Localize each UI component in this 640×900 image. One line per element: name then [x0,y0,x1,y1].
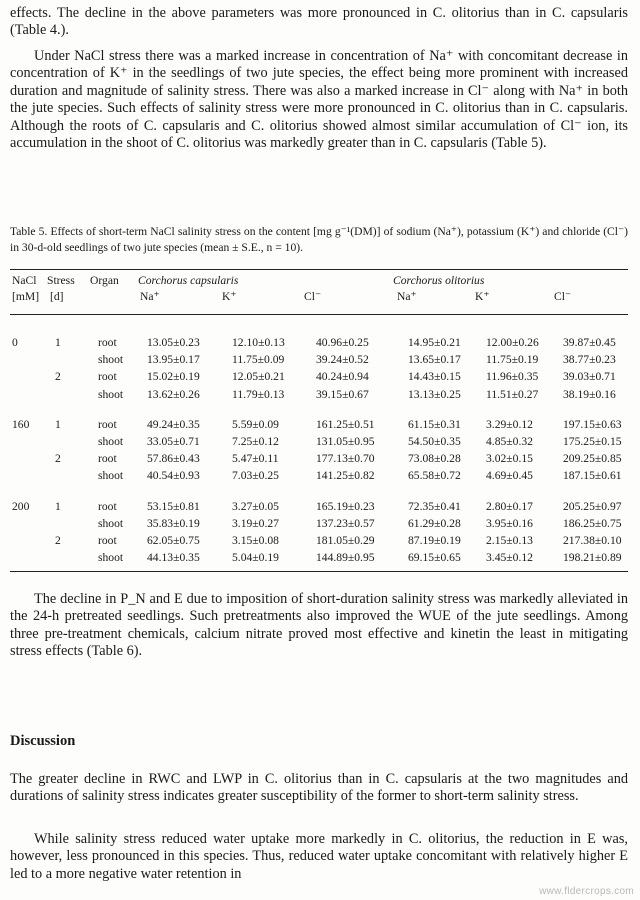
cell-stress: 2 [55,534,61,547]
paragraph-results-3: The decline in P_N and E due to imposition of short-duration salinity stress was markedly alleviated in the 24-h pretreated seedlings. Such pretreatments also improved the WUE of the jute seedlings. Among three pre-treatment chemicals, calcium nitrate proved most effective and kinetin the least in mitigating stress effects (Table 6). [10,591,628,660]
cell-olitorius-cl: 38.19±0.16 [563,387,616,401]
cell-olitorius-k: 3.29±0.12 [486,417,533,431]
cell-capsularis-k: 3.15±0.08 [232,534,279,547]
cell-olitorius-na: 14.95±0.21 [408,336,461,349]
cell-capsularis-k: 7.03±0.25 [232,469,279,483]
cell-capsularis-na: 33.05±0.71 [147,435,200,448]
cell-capsularis-cl: 39.24±0.52 [316,353,369,367]
cell-olitorius-na: 61.15±0.31 [408,417,461,431]
cell-olitorius-cl: 217.38±0.10 [563,534,622,547]
cell-olitorius-k: 11.96±0.35 [486,370,539,384]
cell-olitorius-k: 11.51±0.27 [486,387,539,401]
cell-capsularis-k: 12.05±0.21 [232,370,285,384]
cell-olitorius-cl: 186.25±0.75 [563,516,622,530]
cell-olitorius-cl: 175.25±0.15 [563,435,622,448]
cell-stress: 1 [55,499,61,513]
cell-olitorius-cl: 197.15±0.63 [563,417,622,431]
cell-capsularis-na: 35.83±0.19 [147,516,200,530]
cell-capsularis-na: 40.54±0.93 [147,469,200,483]
cell-olitorius-k: 2.80±0.17 [486,499,533,513]
cell-stress: 2 [55,370,61,384]
cell-olitorius-k: 12.00±0.26 [486,336,539,349]
header-na-olitorius: Na⁺ [397,290,417,303]
cell-capsularis-na: 53.15±0.81 [147,499,200,513]
cell-capsularis-na: 15.02±0.19 [147,370,200,384]
cell-organ: root [98,370,117,384]
header-cl-capsularis: Cl⁻ [304,290,322,303]
cell-olitorius-k: 3.02±0.15 [486,452,533,466]
cell-capsularis-cl: 144.89±0.95 [316,551,375,565]
cell-capsularis-cl: 161.25±0.51 [316,417,375,431]
cell-stress: 2 [55,452,61,466]
table-header-rule [10,314,628,315]
paragraph-discussion-1: The greater decline in RWC and LWP in C. olitorius than in C. capsularis at the two magnitudes and durations of salinity stress indicates greater susceptibility of the former to short-term salinity stress. [10,771,628,805]
cell-olitorius-na: 69.15±0.65 [408,551,461,565]
cell-olitorius-na: 65.58±0.72 [408,469,461,483]
header-k-olitorius: K⁺ [475,290,490,303]
cell-organ: root [98,534,117,547]
paragraph-results-1: effects. The decline in the above parameters was more pronounced in C. olitorius than in C. capsularis (Table 4.). [10,5,628,39]
data-table [10,269,628,572]
cell-nacl: 160 [12,417,30,431]
cell-olitorius-k: 4.69±0.45 [486,469,533,483]
cell-capsularis-na: 13.95±0.17 [147,353,200,367]
cell-capsularis-k: 3.19±0.27 [232,516,279,530]
cell-olitorius-cl: 209.25±0.85 [563,452,622,466]
cell-olitorius-na: 13.13±0.25 [408,387,461,401]
paragraph-results-2: Under NaCl stress there was a marked increase in concentration of Na⁺ with concomitant decrease in concentration of K⁺ in the seedlings of two jute species, the effect being more prominent with increased duration and magnitude of salinity stress. There was also a marked increase in Cl⁻ along with Na⁺ in both the jute species. Such effects of salinity stress were more pronounced in C. olitorius than in C. capsularis. Although the roots of C. capsularis and C. olitorius showed almost similar accumulation of Cl⁻ ion, its accumulation in the shoot of C. olitorius was markedly greater than in C. capsularis (Table 5). [10,48,628,152]
cell-olitorius-cl: 205.25±0.97 [563,499,622,513]
cell-capsularis-na: 49.24±0.35 [147,417,200,431]
cell-capsularis-cl: 137.23±0.57 [316,516,375,530]
cell-olitorius-na: 54.50±0.35 [408,435,461,448]
cell-olitorius-na: 13.65±0.17 [408,353,461,367]
cell-capsularis-k: 11.75±0.09 [232,353,285,367]
cell-capsularis-cl: 177.13±0.70 [316,452,375,466]
section-heading-discussion: Discussion [10,733,76,749]
cell-olitorius-na: 73.08±0.28 [408,452,461,466]
cell-organ: shoot [98,435,124,448]
cell-organ: shoot [98,516,124,530]
cell-stress: 1 [55,417,61,431]
cell-organ: shoot [98,469,124,483]
header-species-olitorius: Corchorus olitorius [393,274,485,287]
cell-capsularis-k: 5.59±0.09 [232,417,279,431]
cell-organ: root [98,452,117,466]
cell-capsularis-na: 13.05±0.23 [147,336,200,349]
cell-olitorius-na: 61.29±0.28 [408,516,461,530]
cell-capsularis-k: 12.10±0.13 [232,336,285,349]
cell-olitorius-k: 2.15±0.13 [486,534,533,547]
cell-olitorius-cl: 187.15±0.61 [563,469,622,483]
watermark-text: www.fldercrops.com [539,886,634,897]
cell-capsularis-k: 11.79±0.13 [232,387,285,401]
cell-organ: root [98,336,117,349]
cell-capsularis-k: 5.47±0.11 [232,452,279,466]
cell-olitorius-na: 87.19±0.19 [408,534,461,547]
cell-capsularis-cl: 141.25±0.82 [316,469,375,483]
cell-olitorius-cl: 198.21±0.89 [563,551,622,565]
cell-capsularis-na: 13.62±0.26 [147,387,200,401]
header-stress: Stress [47,274,75,287]
cell-capsularis-k: 3.27±0.05 [232,499,279,513]
cell-olitorius-na: 72.35±0.41 [408,499,461,513]
cell-organ: root [98,499,117,513]
cell-olitorius-na: 14.43±0.15 [408,370,461,384]
cell-olitorius-k: 11.75±0.19 [486,353,539,367]
header-k-capsularis: K⁺ [222,290,237,303]
cell-capsularis-cl: 40.96±0.25 [316,336,369,349]
cell-capsularis-cl: 181.05±0.29 [316,534,375,547]
cell-stress: 1 [55,336,61,349]
cell-capsularis-na: 44.13±0.35 [147,551,200,565]
cell-capsularis-cl: 165.19±0.23 [316,499,375,513]
cell-capsularis-k: 5.04±0.19 [232,551,279,565]
cell-nacl: 0 [12,336,18,349]
paragraph-discussion-2: While salinity stress reduced water uptake more markedly in C. olitorius, the reduction in E was, however, less pronounced in this species. Thus, reduced water uptake concomitant with relatively higher E led to a more negative water retention in [10,831,628,882]
cell-organ: shoot [98,551,124,565]
header-cl-olitorius: Cl⁻ [554,290,572,303]
header-species-capsularis: Corchorus capsularis [138,274,239,287]
cell-olitorius-k: 3.95±0.16 [486,516,533,530]
header-na-capsularis: Na⁺ [140,290,160,303]
cell-capsularis-cl: 39.15±0.67 [316,387,369,401]
cell-capsularis-cl: 40.24±0.94 [316,370,369,384]
cell-capsularis-na: 62.05±0.75 [147,534,200,547]
header-nacl: NaCl [12,274,37,287]
cell-nacl: 200 [12,499,30,513]
cell-olitorius-cl: 39.87±0.45 [563,336,616,349]
header-organ: Organ [90,274,119,287]
cell-olitorius-k: 3.45±0.12 [486,551,533,565]
cell-olitorius-cl: 38.77±0.23 [563,353,616,367]
header-nacl-unit: [mM] [12,290,40,303]
cell-organ: shoot [98,353,124,367]
cell-capsularis-k: 7.25±0.12 [232,435,279,448]
table-caption: Table 5. Effects of short-term NaCl salinity stress on the content [mg g⁻¹(DM)] of sodium (Na⁺), potassium (K⁺) and chloride (Cl⁻) in 30-d-old seedlings of two jute species (mean ± S.E., n = 10). [10,225,628,254]
cell-capsularis-cl: 131.05±0.95 [316,435,375,448]
cell-olitorius-k: 4.85±0.32 [486,435,533,448]
header-stress-unit: [d] [50,290,64,303]
cell-olitorius-cl: 39.03±0.71 [563,370,616,384]
cell-organ: shoot [98,387,124,401]
cell-capsularis-na: 57.86±0.43 [147,452,200,466]
cell-organ: root [98,417,117,431]
